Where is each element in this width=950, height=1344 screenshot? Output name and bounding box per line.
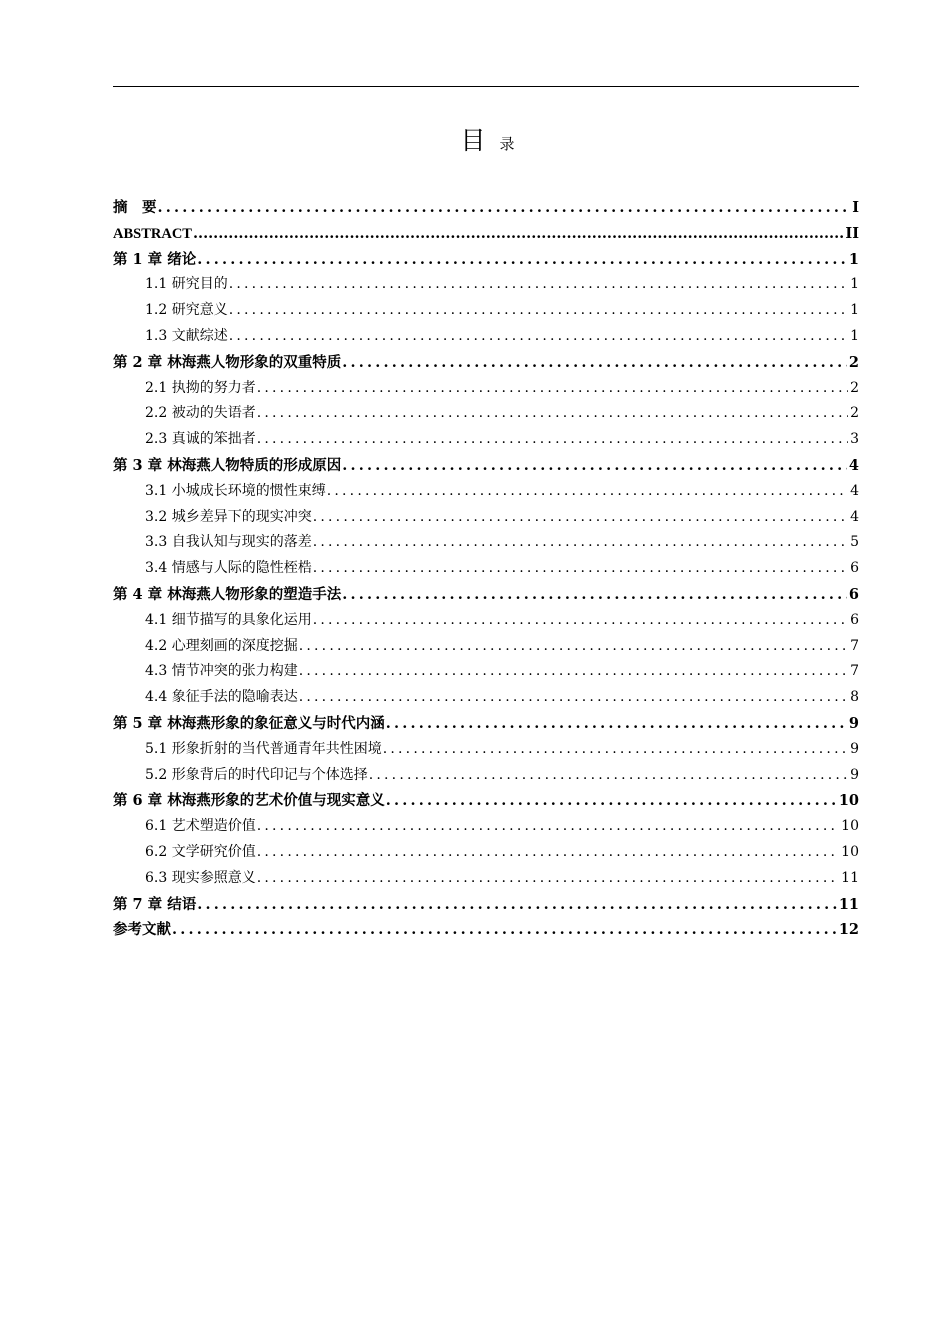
dot-leader: [158, 195, 851, 221]
toc-section-entry[interactable]: [113, 530, 859, 556]
toc-entry-page-number: 7: [850, 663, 859, 680]
toc-entry-label: 第 2 章 林海燕人物形象的双重特质: [113, 353, 342, 371]
toc-entry-label: 5.2 形象背后的时代印记与个体选择: [145, 766, 368, 783]
toc-entry-page-number: 1: [850, 327, 859, 344]
toc-section-entry[interactable]: [113, 866, 859, 892]
dot-leader: [342, 350, 847, 376]
toc-entry-label: 3.3 自我认知与现实的落差: [145, 534, 312, 551]
dot-leader: [257, 427, 848, 453]
toc-entry-page-number: 5: [850, 534, 859, 551]
toc-chapter-entry[interactable]: [113, 582, 859, 608]
toc-section-entry[interactable]: [113, 659, 859, 685]
toc-chapter-entry[interactable]: [113, 247, 859, 273]
toc-section-entry[interactable]: [113, 376, 859, 402]
toc-entry-page-number: II: [845, 224, 859, 242]
dot-leader: [257, 376, 848, 402]
toc-entry-page-number: I: [852, 199, 859, 216]
toc-entry-label: 4.4 象征手法的隐喻表达: [145, 689, 298, 706]
toc-section-entry[interactable]: [113, 685, 859, 711]
toc-entry-label: 第 1 章 绪论: [113, 250, 197, 268]
toc-entry-label: 1.3 文献综述: [145, 327, 228, 344]
toc-entry-label: 6.3 现实参照意义: [145, 869, 256, 886]
toc-entry-page-number: 4: [848, 456, 859, 474]
toc-entry-page-number: 1: [850, 302, 859, 319]
toc-section-entry[interactable]: [113, 324, 859, 350]
toc-entry-label: 1.2 研究意义: [145, 302, 228, 319]
toc-entry-label: 摘 要: [113, 199, 157, 216]
toc-section-entry[interactable]: [113, 634, 859, 660]
toc-entry-label: 2.3 真诚的笨拙者: [145, 431, 256, 448]
toc-entry-label: 参考文献: [113, 921, 171, 939]
dot-leader: [257, 401, 848, 427]
dot-leader: [257, 840, 839, 866]
toc-entry-label: 4.1 细节描写的具象化运用: [145, 611, 312, 628]
toc-entry-label: 4.3 情节冲突的张力构建: [145, 663, 298, 680]
toc-chapter-entry[interactable]: [113, 350, 859, 376]
toc-entry-label: ABSTRACT: [113, 225, 192, 242]
toc-entry-label: 第 6 章 林海燕形象的艺术价值与现实意义: [113, 792, 385, 810]
dot-leader: [313, 530, 848, 556]
toc-entry-page-number: 9: [848, 714, 859, 732]
dot-leader: [386, 788, 837, 814]
dot-leader: [386, 711, 847, 737]
toc-section-entry[interactable]: [113, 298, 859, 324]
toc-section-entry[interactable]: [113, 427, 859, 453]
toc-entry-page-number: 1: [848, 250, 859, 268]
toc-entry-label: 3.1 小城成长环境的惯性束缚: [145, 482, 326, 499]
toc-title: [0, 124, 950, 161]
toc-entry-page-number: 6: [850, 560, 859, 577]
dot-leader: [369, 763, 848, 789]
toc-entry-page-number: 6: [850, 611, 859, 628]
dot-leader: [197, 892, 837, 918]
toc-entry-label: 1.1 研究目的: [145, 276, 228, 293]
dot-leader: [229, 324, 848, 350]
dot-leader: [327, 479, 848, 505]
toc-title-main: 目: [460, 126, 486, 155]
dot-leader: [383, 737, 848, 763]
toc-entry-label: 2.1 执拗的努力者: [145, 379, 256, 396]
toc-entry-page-number: 10: [838, 792, 859, 810]
dot-leader: [313, 608, 848, 634]
toc-section-entry[interactable]: [113, 556, 859, 582]
toc-section-entry[interactable]: [113, 737, 859, 763]
toc-section-entry[interactable]: [113, 840, 859, 866]
toc-entry-page-number: 2: [850, 379, 859, 396]
toc-chapter-entry[interactable]: [113, 917, 859, 943]
toc-chapter-entry[interactable]: [113, 788, 859, 814]
toc-entry-page-number: 10: [841, 818, 859, 835]
toc-entry-page-number: 2: [850, 405, 859, 422]
dot-leader: [229, 272, 848, 298]
toc-section-entry[interactable]: [113, 401, 859, 427]
toc-entry-page-number: 4: [850, 508, 859, 525]
toc-entry-page-number: 11: [841, 869, 859, 886]
table-of-contents: [113, 195, 859, 943]
toc-entry-page-number: 2: [848, 353, 859, 371]
dot-leader: [342, 582, 847, 608]
dot-leader: [193, 221, 843, 247]
toc-entry-label: 第 7 章 结语: [113, 895, 197, 913]
toc-section-entry[interactable]: [113, 608, 859, 634]
toc-section-entry[interactable]: [113, 272, 859, 298]
toc-entry-page-number: 9: [850, 766, 859, 783]
toc-entry-page-number: 3: [850, 431, 859, 448]
toc-entry-label: 第 5 章 林海燕形象的象征意义与时代内涵: [113, 714, 385, 732]
toc-entry-label: 5.1 形象折射的当代普通青年共性困境: [145, 740, 382, 757]
dot-leader: [229, 298, 848, 324]
toc-title-sub: 录: [499, 135, 515, 153]
dot-leader: [299, 659, 848, 685]
toc-entry-label: 3.2 城乡差异下的现实冲突: [145, 508, 312, 525]
toc-entry-label: 3.4 情感与人际的隐性桎梏: [145, 560, 312, 577]
toc-chapter-entry[interactable]: [113, 453, 859, 479]
toc-section-entry[interactable]: [113, 763, 859, 789]
toc-entry-label: 4.2 心理刻画的深度挖掘: [145, 637, 298, 654]
toc-entry-page-number: 6: [848, 585, 859, 603]
toc-entry-label: 2.2 被动的失语者: [145, 405, 256, 422]
dot-leader: [313, 505, 848, 531]
toc-chapter-entry[interactable]: [113, 221, 859, 247]
toc-entry-page-number: 4: [850, 482, 859, 499]
dot-leader: [172, 917, 837, 943]
dot-leader: [299, 634, 848, 660]
toc-entry-page-number: 11: [838, 895, 859, 913]
toc-entry-page-number: 7: [850, 637, 859, 654]
toc-chapter-entry[interactable]: [113, 195, 859, 221]
toc-chapter-entry[interactable]: [113, 711, 859, 737]
header-rule: [113, 86, 859, 87]
toc-entry-label: 第 4 章 林海燕人物形象的塑造手法: [113, 585, 342, 603]
toc-section-entry[interactable]: [113, 479, 859, 505]
toc-entry-page-number: 8: [850, 689, 859, 706]
toc-section-entry[interactable]: [113, 505, 859, 531]
toc-entry-page-number: 10: [841, 843, 859, 860]
toc-chapter-entry[interactable]: [113, 892, 859, 918]
dot-leader: [257, 866, 839, 892]
dot-leader: [197, 247, 847, 273]
toc-entry-page-number: 9: [850, 740, 859, 757]
toc-entry-page-number: 12: [838, 921, 859, 939]
toc-entry-label: 第 3 章 林海燕人物特质的形成原因: [113, 456, 342, 474]
dot-leader: [313, 556, 848, 582]
dot-leader: [257, 814, 839, 840]
toc-entry-page-number: 1: [850, 276, 859, 293]
dot-leader: [299, 685, 848, 711]
toc-section-entry[interactable]: [113, 814, 859, 840]
toc-entry-label: 6.2 文学研究价值: [145, 843, 256, 860]
dot-leader: [342, 453, 847, 479]
toc-entry-label: 6.1 艺术塑造价值: [145, 818, 256, 835]
